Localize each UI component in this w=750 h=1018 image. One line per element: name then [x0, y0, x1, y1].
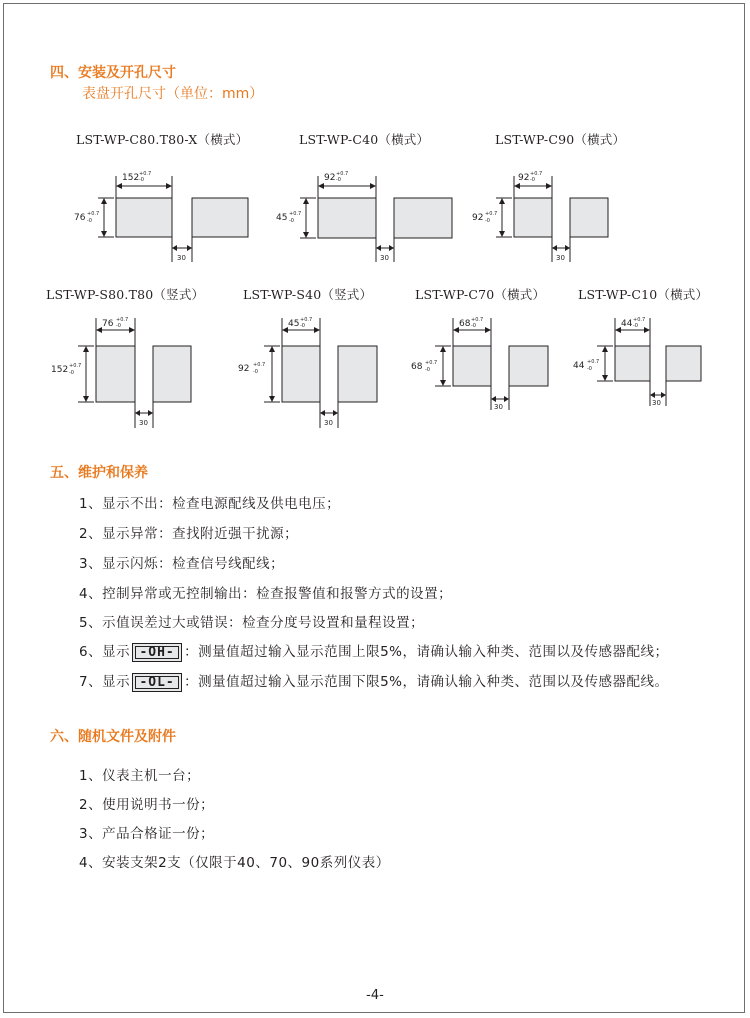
height-dimension: 92: [238, 364, 250, 374]
width-dimension: 45: [288, 319, 300, 329]
list-item: [79, 640, 669, 662]
list-item: 1、显示不出：检查电源配线及供电电压；: [79, 496, 341, 512]
tolerance-minus: -0: [587, 366, 592, 372]
list-item: 4、安装支架2支（仅限于40、70、90系列仪表）: [79, 855, 390, 871]
tolerance-plus: +0.7: [116, 317, 129, 323]
width-dimension: 44: [621, 319, 633, 329]
height-dimension: 44: [573, 361, 585, 371]
model-label: LST-WP-S80.T80（竖式）: [46, 287, 205, 302]
list-item-prefix: 7、显示: [79, 674, 131, 690]
width-dimension: 92: [518, 173, 530, 183]
tolerance-plus: +0.7: [69, 363, 82, 369]
cutout-diagram: [236, 312, 396, 432]
lcd-text: -OL-: [139, 674, 175, 690]
section5-title: 五、维护和保养: [50, 465, 148, 481]
gap-dimension: 30: [380, 254, 389, 262]
cutout-diagram: [72, 168, 257, 266]
tolerance-plus: +0.7: [289, 211, 302, 217]
tolerance-plus: +0.7: [139, 171, 152, 177]
tolerance-plus: +0.7: [471, 317, 484, 323]
height-dimension: 45: [276, 213, 288, 223]
model-label: LST-WP-C70（横式）: [415, 287, 546, 302]
tolerance-minus: -0: [471, 323, 476, 329]
tolerance-plus: +0.7: [336, 171, 349, 177]
height-dimension: 76: [74, 213, 86, 223]
tolerance-minus: -0: [300, 323, 305, 329]
tolerance-minus: -0: [139, 177, 144, 183]
tolerance-plus: +0.7: [485, 211, 498, 217]
tolerance-minus: -0: [633, 323, 638, 329]
cutout-diagram: [272, 168, 457, 266]
width-dimension: 68: [459, 319, 471, 329]
section4-subtitle: 表盘开孔尺寸（单位：mm）: [82, 86, 264, 102]
gap-dimension: 30: [652, 399, 661, 407]
cutout-diagram: [48, 312, 208, 432]
tolerance-plus: +0.7: [530, 171, 543, 177]
model-label: LST-WP-C40（横式）: [299, 132, 430, 147]
tolerance-minus: -0: [289, 218, 294, 224]
tolerance-plus: +0.7: [87, 211, 100, 217]
gap-dimension: 30: [324, 419, 333, 427]
tolerance-minus: -0: [336, 177, 341, 183]
gap-dimension: 30: [494, 403, 503, 411]
tolerance-minus: -0: [87, 218, 92, 224]
model-label: LST-WP-C10（横式）: [578, 287, 709, 302]
lcd-display: [132, 643, 182, 662]
list-item: 2、使用说明书一份；: [79, 797, 215, 813]
list-item: 5、示值误差过大或错误：检查分度号设置和量程设置；: [79, 615, 425, 631]
width-dimension: 92: [324, 173, 336, 183]
section4-title: 四、安装及开孔尺寸: [50, 65, 176, 81]
cutout-diagram: [470, 168, 620, 266]
model-label: LST-WP-C80.T80-X（横式）: [76, 132, 249, 147]
tolerance-plus: +0.7: [253, 362, 266, 368]
model-label: LST-WP-C90（横式）: [495, 132, 626, 147]
gap-dimension: 30: [177, 254, 186, 262]
list-item-prefix: 6、显示: [79, 644, 131, 660]
gap-dimension: 30: [556, 254, 565, 262]
tolerance-plus: +0.7: [300, 317, 313, 323]
list-item: 2、显示异常：查找附近强干扰源；: [79, 526, 299, 542]
tolerance-plus: +0.7: [633, 317, 646, 323]
tolerance-minus: -0: [116, 323, 121, 329]
list-item: 3、显示闪烁：检查信号线配线；: [79, 556, 285, 572]
section6-title: 六、随机文件及附件: [50, 729, 176, 745]
gap-dimension: 30: [139, 419, 148, 427]
lcd-display: [132, 673, 182, 692]
cutout-diagram: [570, 312, 720, 412]
tolerance-plus: +0.7: [587, 359, 600, 365]
list-item: 4、控制异常或无控制输出：检查报警值和报警方式的设置；: [79, 586, 453, 602]
list-item: 3、产品合格证一份；: [79, 826, 215, 842]
cutout-diagram: [408, 312, 558, 412]
tolerance-plus: +0.7: [425, 360, 438, 366]
model-label: LST-WP-S40（竖式）: [243, 287, 373, 302]
height-dimension: 68: [411, 362, 423, 372]
height-dimension: 152: [51, 365, 69, 375]
tolerance-minus: -0: [253, 369, 258, 375]
width-dimension: 152: [122, 173, 140, 183]
tolerance-minus: -0: [69, 370, 74, 376]
list-item: 1、仪表主机一台；: [79, 768, 201, 784]
list-item-text: ：测量值超过输入显示范围上限5%，请确认输入种类、范围以及传感器配线；: [184, 644, 669, 660]
page-number: -4-: [366, 988, 384, 1003]
list-item-text: ：测量值超过输入显示范围下限5%，请确认输入种类、范围以及传感器配线。: [184, 674, 669, 690]
tolerance-minus: -0: [485, 218, 490, 224]
tolerance-minus: -0: [530, 177, 535, 183]
lcd-text: -OH-: [139, 644, 175, 660]
height-dimension: 92: [472, 213, 484, 223]
width-dimension: 76: [102, 319, 114, 329]
list-item: [79, 670, 669, 692]
tolerance-minus: -0: [425, 367, 430, 373]
